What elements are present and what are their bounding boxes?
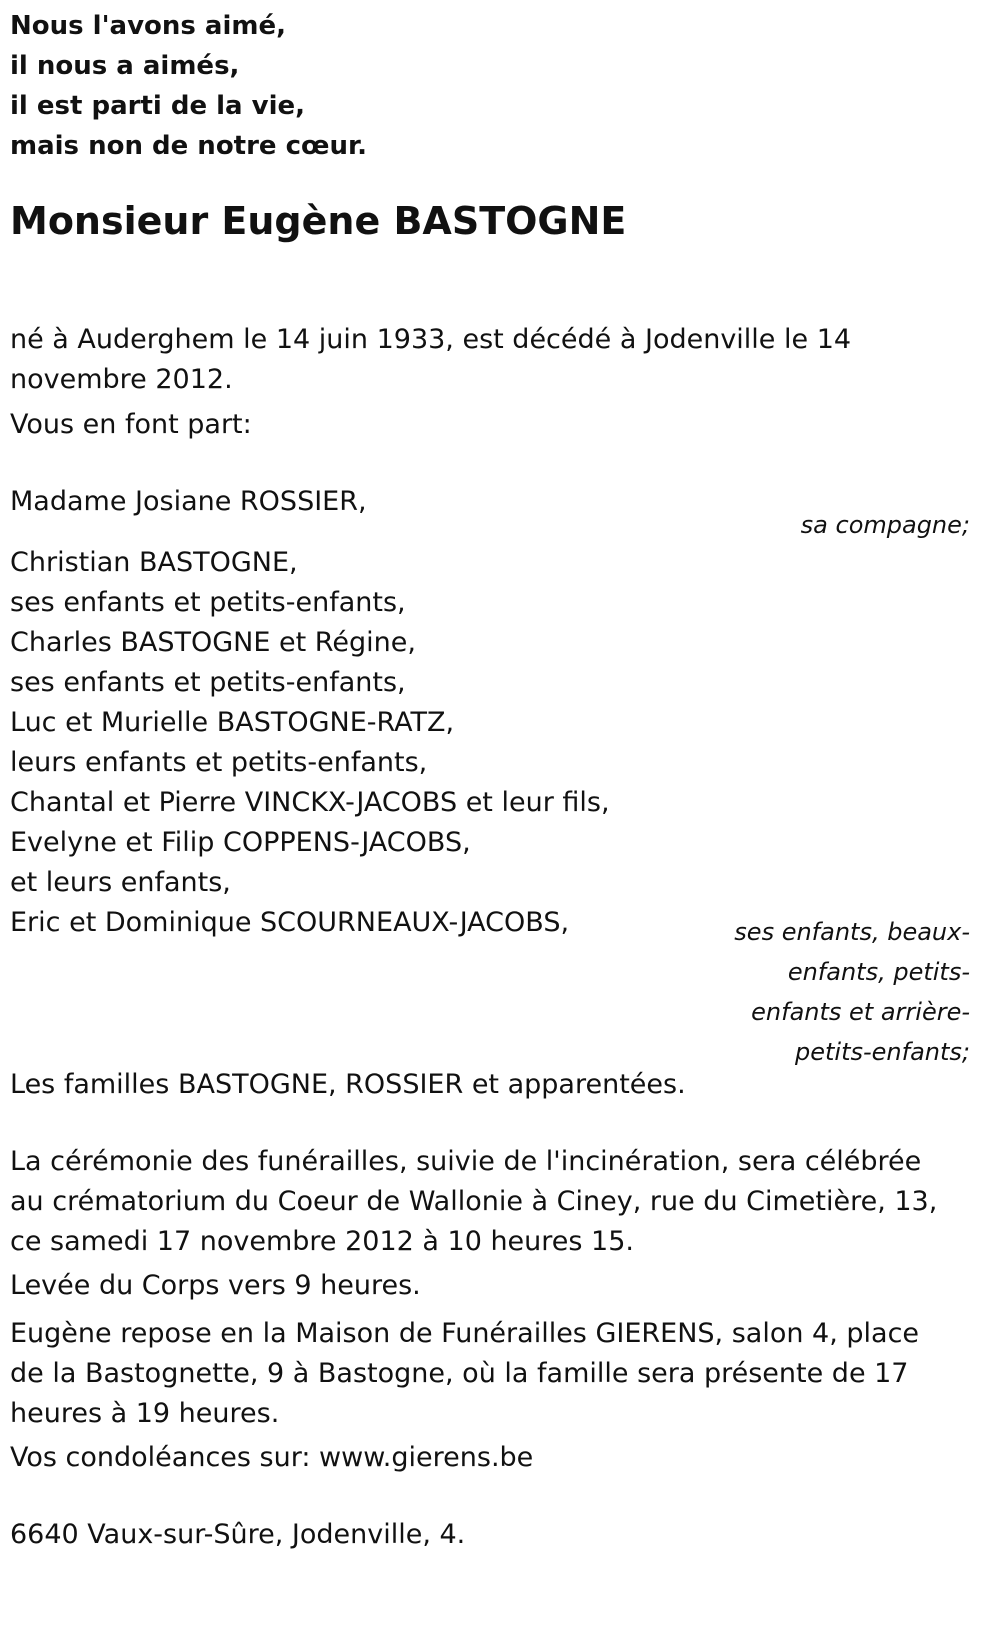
companion-name: Madame Josiane ROSSIER, bbox=[10, 486, 367, 517]
levee-text: Levée du Corps vers 9 heures. bbox=[10, 1270, 421, 1301]
list-item: ses enfants et petits-enfants, bbox=[10, 667, 406, 698]
deceased-name: Monsieur Eugène BASTOGNE bbox=[10, 199, 627, 243]
opening-poem bbox=[10, 6, 367, 166]
list-item: Evelyne et Filip COPPENS-JACOBS, bbox=[10, 827, 471, 858]
list-item: ses enfants et petits-enfants, bbox=[10, 587, 406, 618]
list-item: Eric et Dominique SCOURNEAUX-JACOBS, bbox=[10, 907, 570, 938]
poem-line: il nous a aimés, bbox=[10, 51, 240, 81]
families-text: Les familles BASTOGNE, ROSSIER et apparentées. bbox=[10, 1069, 686, 1100]
list-item: Charles BASTOGNE et Régine, bbox=[10, 627, 416, 658]
companion-role: sa compagne; bbox=[800, 511, 970, 539]
poem-line: Nous l'avons aimé, bbox=[10, 11, 286, 41]
role-line: ses enfants, beaux- bbox=[734, 918, 970, 946]
birth-death-text: né à Auderghem le 14 juin 1933, est décédé à Jodenville le 14 novembre 2012. bbox=[10, 324, 852, 395]
repose-text: Eugène repose en la Maison de Funérailles GIERENS, salon 4, place de la Bastognette, 9 à Bastogne, où la famille sera présente de 17 heures à 19 heures. bbox=[10, 1318, 920, 1429]
role-line: enfants et arrière- bbox=[751, 998, 970, 1026]
poem-line: mais non de notre cœur. bbox=[10, 131, 367, 161]
ceremony-text: La cérémonie des funérailles, suivie de l'incinération, sera célébrée au crématorium du Coeur de Wallonie à Ciney, rue du Cimetière, 13, ce samedi 17 novembre 2012 à 10 heures 15. bbox=[10, 1146, 938, 1257]
poem-line: il est parti de la vie, bbox=[10, 91, 306, 121]
list-item: Christian BASTOGNE, bbox=[10, 547, 298, 578]
list-item: et leurs enfants, bbox=[10, 867, 231, 898]
role-line: enfants, petits- bbox=[787, 958, 970, 986]
children-role bbox=[734, 912, 970, 1072]
list-item: Chantal et Pierre VINCKX-JACOBS et leur fils, bbox=[10, 787, 610, 818]
children-list bbox=[10, 543, 610, 943]
condolences-text: Vos condoléances sur: www.gierens.be bbox=[10, 1442, 534, 1473]
list-item: Luc et Murielle BASTOGNE-RATZ, bbox=[10, 707, 455, 738]
list-item: leurs enfants et petits-enfants, bbox=[10, 747, 428, 778]
address-text: 6640 Vaux-sur-Sûre, Jodenville, 4. bbox=[10, 1519, 466, 1550]
role-line: petits-enfants; bbox=[795, 1038, 970, 1066]
announce-intro: Vous en font part: bbox=[10, 409, 252, 440]
